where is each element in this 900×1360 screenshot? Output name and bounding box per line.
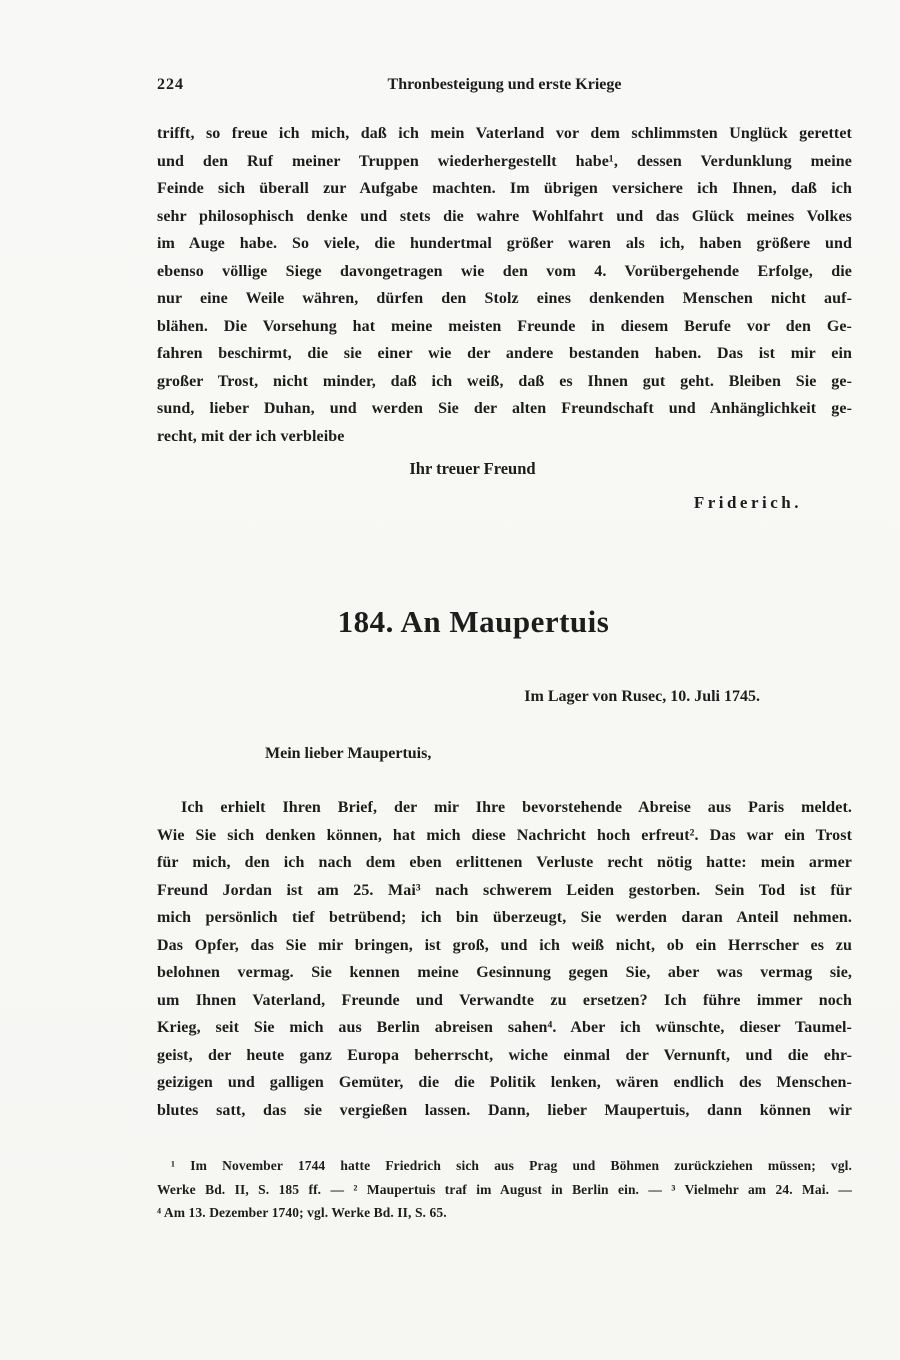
body-line: nur eine Weile währen, dürfen den Stolz eines denkenden Menschen nicht auf-	[157, 290, 852, 307]
footnote-line: ⁴ Am 13. Dezember 1740; vgl. Werke Bd. II, S. 65.	[157, 1205, 447, 1220]
body-line: mich persönlich tief betrübend; ich bin überzeugt, Sie werden daran Anteil nehmen.	[157, 909, 852, 926]
running-title: Thronbesteigung und erste Kriege	[387, 76, 622, 93]
body-line: recht, mit der ich verbleibe	[157, 427, 345, 445]
body-line: trifft, so freue ich mich, daß ich mein Vaterland vor dem schlimmsten Unglück gerettet	[157, 125, 852, 142]
body-line: geist, der heute ganz Europa beherrscht, wiche einmal der Vernunft, und die ehr-	[157, 1046, 852, 1064]
body-line: Feinde sich überall zur Aufgabe machten. Im übrigen versichere ich Ihnen, daß ich	[157, 180, 852, 197]
salutation: Mein lieber Maupertuis,	[265, 745, 432, 762]
body-line: fahren beschirmt, die sie einer wie der andere bestanden haben. Das ist mir ein	[157, 345, 852, 362]
body-line: geizigen und galligen Gemüter, die die Politik lenken, wären endlich des Menschen-	[157, 1074, 852, 1091]
body-line: sund, lieber Duhan, und werden Sie der alten Freundschaft und Anhänglichkeit ge-	[157, 400, 852, 417]
letter-signature: Friderich.	[693, 493, 802, 512]
body-line: um Ihnen Vaterland, Freunde und Verwandte zu ersetzen? Ich führe immer noch	[157, 991, 852, 1009]
footnotes	[157, 1154, 852, 1225]
page-number: 224	[157, 76, 184, 93]
letter-closing: Ihr treuer Freund	[409, 459, 536, 478]
letter-184-body	[157, 794, 852, 1124]
page-header	[157, 76, 852, 100]
dateline: Im Lager von Rusec, 10. Juli 1745.	[524, 688, 760, 705]
body-line: ebenso völlige Siege davongetragen wie den vom 4. Vorübergehende Erfolge, die	[157, 262, 852, 280]
body-line: und den Ruf meiner Truppen wiederhergestellt habe¹, dessen Verdunklung meine	[157, 152, 852, 170]
body-line: im Auge habe. So viele, die hundertmal größer waren als ich, haben größere und	[157, 235, 852, 252]
body-line: großer Trost, nicht minder, daß ich weiß, daß es Ihnen gut geht. Bleiben Sie ge-	[157, 372, 852, 390]
body-line: Das Opfer, das Sie mir bringen, ist groß, und ich weiß nicht, ob ein Herrscher es zu	[157, 936, 852, 954]
footnote-line: ¹ Im November 1744 hatte Friedrich sich aus Prag und Böhmen zurückziehen müssen; vgl.	[171, 1158, 852, 1173]
body-line: Krieg, seit Sie mich aus Berlin abreisen sahen⁴. Aber ich wünschte, dieser Taumel-	[157, 1019, 852, 1036]
body-line: Freund Jordan ist am 25. Mai³ nach schwerem Leiden gestorben. Sein Tod ist für	[157, 881, 852, 899]
body-line: belohnen vermag. Sie kennen meine Gesinnung gegen Sie, aber was vermag sie,	[157, 964, 852, 981]
body-line: Ich erhielt Ihren Brief, der mir Ihre bevorstehende Abreise aus Paris meldet.	[181, 799, 852, 816]
footnote-line: Werke Bd. II, S. 185 ff. — ² Maupertuis traf im August in Berlin ein. — ³ Vielmehr am 24. Mai. —	[157, 1181, 852, 1197]
letter-previous-body	[157, 120, 852, 450]
body-line: für mich, den ich nach dem eben erlittenen Verluste recht nötig hatte: mein armer	[157, 854, 852, 871]
body-line: sehr philosophisch denke und stets die wahre Wohlfahrt und das Glück meines Volkes	[157, 207, 852, 225]
body-line: blutes satt, das sie vergießen lassen. Dann, lieber Maupertuis, dann können wir	[157, 1101, 852, 1119]
body-line: blähen. Die Vorsehung hat meine meisten Freunde in diesem Berufe vor den Ge-	[157, 317, 852, 335]
body-line: Wie Sie sich denken können, hat mich diese Nachricht hoch erfreut². Das war ein Trost	[157, 826, 852, 844]
section-heading: 184. An Maupertuis	[337, 604, 610, 639]
